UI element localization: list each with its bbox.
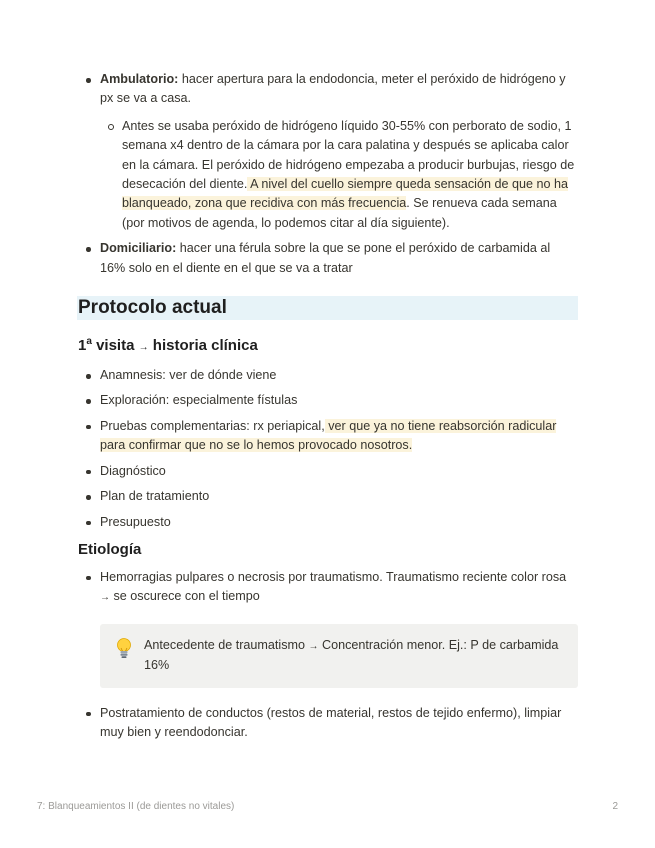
visita-heading — [78, 332, 578, 358]
list-item: Diagnóstico — [77, 462, 578, 481]
list-item — [77, 417, 578, 456]
etiologia-item1-rest: se oscurece con el tiempo — [110, 589, 260, 604]
pruebas-highlight: ver que ya no tiene reabsorción radicular para confirmar que no se lo hemos provocado nosotros. — [100, 418, 557, 453]
etiologia-heading: Etiología — [78, 540, 142, 558]
list-item: Plan de tratamiento — [77, 487, 578, 506]
domiciliario-label: Domiciliario: — [100, 241, 177, 256]
sub-highlight: A nivel del cuello siempre queda sensación de que no ha blanqueado, zona que recidiva con más frecuencia — [122, 177, 569, 211]
list-item: Presupuesto — [77, 513, 578, 532]
arrow-icon: → — [138, 342, 149, 354]
callout-text-2: Concentración menor. Ej.: P de carbamida 16% — [144, 637, 559, 673]
document-body — [77, 70, 578, 748]
visita-word: visita — [91, 337, 139, 355]
list-item: Postratamiento de conductos (restos de material, restos de tejido enfermo), limpiar muy bien y reendodonciar. — [77, 704, 578, 743]
protocolo-heading: Protocolo actual — [77, 296, 578, 320]
footer-title: 7: Blanqueamientos II (de dientes no vitales) — [37, 801, 235, 812]
etiologia-list-2 — [77, 704, 578, 743]
sub-text-1: Antes se usaba peróxido de hidrógeno líquido 30-55% con perborato de sodio, 1 semana x4 dentro de la cámara por la cara palatina y después se aplicaba calor en la cámara. El peróxido de hidrógeno empezaba a producir burbujas, riesgo de desecación del diente. — [122, 118, 575, 192]
pruebas-text: Pruebas complementarias: rx periapical, — [100, 418, 325, 433]
list-item: Anamnesis: ver de dónde viene — [77, 366, 578, 385]
lightbulb-icon — [114, 637, 134, 661]
list-item-ambulatorio — [77, 70, 578, 233]
arrow-icon: → — [100, 592, 110, 604]
sub-text-2: . Se renueva cada semana (por motivos de agenda, lo podemos citar al día siguiente). — [122, 196, 557, 230]
callout-text-1: Antecedente de traumatismo — [144, 637, 309, 652]
page-footer — [37, 801, 618, 812]
etiologia-list — [77, 568, 578, 608]
list-item-domiciliario — [77, 239, 578, 278]
etiologia-item1-text: Hemorragias pulpares o necrosis por traumatismo. Traumatismo reciente color rosa — [100, 569, 567, 584]
visita-num: 1 — [78, 337, 87, 355]
visita-list — [77, 366, 578, 532]
visita-rest: historia clínica — [148, 337, 258, 355]
list-item: Exploración: especialmente fístulas — [77, 391, 578, 410]
page-number: 2 — [612, 801, 618, 812]
whitening-methods-list — [77, 70, 578, 278]
ambulatorio-label: Ambulatorio: — [100, 72, 179, 86]
ambulatorio-text: hacer apertura para la endodoncia, meter el peróxido de hidrógeno y px se va a casa. — [100, 72, 566, 106]
sub-list-item — [100, 117, 578, 233]
callout — [100, 624, 578, 688]
list-item — [77, 568, 578, 608]
ambulatorio-sublist — [100, 117, 578, 233]
arrow-icon: → — [308, 640, 319, 652]
domiciliario-text: hacer una férula sobre la que se pone el peróxido de carbamida al 16% solo en el diente en el que se va a tratar — [100, 241, 551, 275]
visita-sup: a — [86, 336, 92, 348]
